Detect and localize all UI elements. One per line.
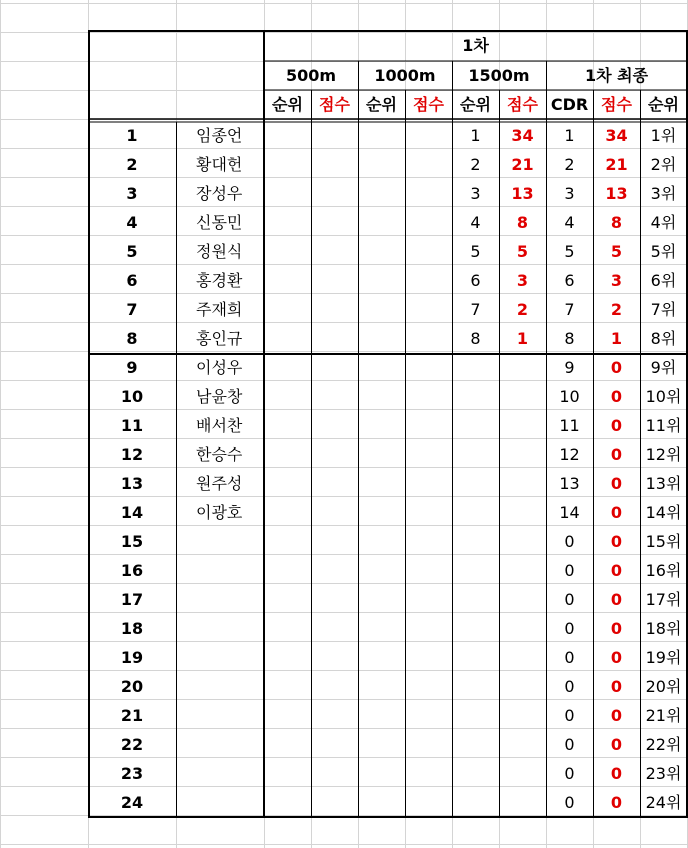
cdr-value[interactable]: 13 <box>559 473 580 493</box>
score-1500m[interactable]: 1 <box>516 328 529 348</box>
final-score[interactable]: 8 <box>610 212 623 232</box>
cdr-value[interactable]: 8 <box>564 328 575 348</box>
score-1500m[interactable]: 2 <box>516 299 529 319</box>
rank-number[interactable]: 22 <box>120 734 144 754</box>
rank-number[interactable]: 15 <box>120 531 144 551</box>
final-score[interactable]: 2 <box>610 299 623 319</box>
subheader-rank-1500m[interactable]: 순위 <box>460 94 491 114</box>
score-1500m[interactable] <box>499 353 546 382</box>
score-1500m[interactable] <box>499 411 546 440</box>
rank-number[interactable]: 6 <box>126 270 138 290</box>
rank-1500m[interactable] <box>452 788 499 817</box>
final-rank[interactable]: 19위 <box>645 647 682 667</box>
cdr-value[interactable]: 0 <box>564 618 575 638</box>
final-rank[interactable]: 8위 <box>650 328 677 348</box>
skater-name[interactable] <box>176 527 264 556</box>
final-score[interactable]: 0 <box>610 676 623 696</box>
cdr-value[interactable]: 0 <box>564 676 575 696</box>
cdr-value[interactable]: 0 <box>564 647 575 667</box>
final-score[interactable]: 0 <box>610 647 623 667</box>
skater-name[interactable]: 남윤창 <box>196 386 243 406</box>
skater-name[interactable] <box>176 730 264 759</box>
final-score[interactable]: 0 <box>610 589 623 609</box>
subheader-score-500m[interactable]: 점수 <box>319 94 350 114</box>
rank-number[interactable]: 13 <box>120 473 144 493</box>
cdr-value[interactable]: 11 <box>559 415 580 435</box>
score-1500m[interactable]: 13 <box>511 183 534 203</box>
rank-number[interactable]: 5 <box>126 241 138 261</box>
score-1500m[interactable]: 5 <box>516 241 529 261</box>
final-rank[interactable]: 14위 <box>645 502 682 522</box>
final-rank[interactable]: 10위 <box>645 386 682 406</box>
cdr-value[interactable]: 6 <box>564 270 575 290</box>
cdr-value[interactable]: 0 <box>564 763 575 783</box>
skater-name[interactable] <box>176 643 264 672</box>
score-1500m[interactable] <box>499 382 546 411</box>
rank-number[interactable]: 1 <box>126 125 138 145</box>
final-rank[interactable]: 16위 <box>645 560 682 580</box>
rank-number[interactable]: 7 <box>126 299 138 319</box>
skater-name[interactable]: 황대헌 <box>196 154 243 174</box>
rank-1500m[interactable]: 7 <box>470 299 481 319</box>
skater-name[interactable]: 주재희 <box>196 299 243 319</box>
skater-name[interactable] <box>176 701 264 730</box>
rank-1500m[interactable] <box>452 643 499 672</box>
skater-name[interactable] <box>176 556 264 585</box>
score-1500m[interactable]: 8 <box>516 212 529 232</box>
rank-number[interactable]: 17 <box>120 589 144 609</box>
rank-number[interactable]: 11 <box>120 415 144 435</box>
cdr-value[interactable]: 0 <box>564 560 575 580</box>
score-1500m[interactable]: 3 <box>516 270 529 290</box>
final-score[interactable]: 0 <box>610 618 623 638</box>
cdr-value[interactable]: 2 <box>564 154 575 174</box>
rank-1500m[interactable] <box>452 440 499 469</box>
final-score[interactable]: 0 <box>610 734 623 754</box>
skater-name[interactable] <box>176 614 264 643</box>
event-final[interactable]: 1차 최종 <box>584 65 649 85</box>
final-rank[interactable]: 4위 <box>650 212 677 232</box>
rank-1500m[interactable] <box>452 730 499 759</box>
subheader-score-1000m[interactable]: 점수 <box>413 94 444 114</box>
rank-1500m[interactable] <box>452 498 499 527</box>
rank-1500m[interactable]: 2 <box>470 154 481 174</box>
final-rank[interactable]: 13위 <box>645 473 682 493</box>
rank-number[interactable]: 14 <box>120 502 144 522</box>
final-rank[interactable]: 20위 <box>645 676 682 696</box>
skater-name[interactable] <box>176 788 264 817</box>
subheader-rank-final[interactable]: 순위 <box>648 94 679 114</box>
final-score[interactable]: 0 <box>610 473 623 493</box>
score-1500m[interactable] <box>499 527 546 556</box>
final-score[interactable]: 5 <box>610 241 623 261</box>
final-rank[interactable]: 23위 <box>645 763 682 783</box>
cdr-value[interactable]: 9 <box>564 357 575 377</box>
score-1500m[interactable] <box>499 788 546 817</box>
skater-name[interactable]: 한승수 <box>196 444 243 464</box>
rank-1500m[interactable]: 8 <box>470 328 481 348</box>
final-score[interactable]: 0 <box>610 502 623 522</box>
rank-number[interactable]: 10 <box>120 386 144 406</box>
final-score[interactable]: 0 <box>610 763 623 783</box>
cdr-value[interactable]: 12 <box>559 444 580 464</box>
rank-1500m[interactable] <box>452 585 499 614</box>
cdr-value[interactable]: 0 <box>564 734 575 754</box>
skater-name[interactable]: 이광호 <box>196 502 243 522</box>
final-rank[interactable]: 12위 <box>645 444 682 464</box>
final-score[interactable]: 0 <box>610 705 623 725</box>
final-rank[interactable]: 3위 <box>650 183 677 203</box>
final-score[interactable]: 0 <box>610 415 623 435</box>
rank-1500m[interactable]: 3 <box>470 183 481 203</box>
skater-name[interactable] <box>176 759 264 788</box>
score-1500m[interactable] <box>499 614 546 643</box>
rank-1500m[interactable]: 4 <box>470 212 481 232</box>
skater-name[interactable] <box>176 672 264 701</box>
skater-name[interactable]: 홍인규 <box>196 328 243 348</box>
final-rank[interactable]: 11위 <box>645 415 682 435</box>
rank-number[interactable]: 8 <box>126 328 138 348</box>
score-1500m[interactable] <box>499 440 546 469</box>
skater-name[interactable] <box>176 585 264 614</box>
rank-1500m[interactable] <box>452 382 499 411</box>
skater-name[interactable]: 임종언 <box>196 125 243 145</box>
final-rank[interactable]: 6위 <box>650 270 677 290</box>
rank-1500m[interactable]: 1 <box>470 125 481 145</box>
rank-number[interactable]: 18 <box>120 618 144 638</box>
rank-number[interactable]: 23 <box>120 763 144 783</box>
final-score[interactable]: 13 <box>605 183 628 203</box>
score-1500m[interactable] <box>499 672 546 701</box>
final-score[interactable]: 0 <box>610 444 623 464</box>
rank-number[interactable]: 12 <box>120 444 144 464</box>
rank-1500m[interactable] <box>452 469 499 498</box>
rank-1500m[interactable] <box>452 672 499 701</box>
cdr-value[interactable]: 14 <box>559 502 580 522</box>
cdr-value[interactable]: 10 <box>559 386 580 406</box>
subheader-cdr[interactable]: CDR <box>550 94 589 114</box>
final-score[interactable]: 0 <box>610 792 623 812</box>
score-1500m[interactable] <box>499 469 546 498</box>
final-rank[interactable]: 1위 <box>650 125 677 145</box>
final-rank[interactable]: 2위 <box>650 154 677 174</box>
final-rank[interactable]: 9위 <box>650 357 677 377</box>
final-score[interactable]: 1 <box>610 328 623 348</box>
rank-number[interactable]: 20 <box>120 676 144 696</box>
rank-1500m[interactable] <box>452 614 499 643</box>
skater-name[interactable]: 이성우 <box>196 357 243 377</box>
skater-name[interactable]: 신동민 <box>196 212 243 232</box>
rank-1500m[interactable]: 5 <box>470 241 481 261</box>
skater-name[interactable]: 배서찬 <box>196 415 243 435</box>
score-1500m[interactable] <box>499 585 546 614</box>
cdr-value[interactable]: 0 <box>564 792 575 812</box>
final-rank[interactable]: 21위 <box>645 705 682 725</box>
cdr-value[interactable]: 0 <box>564 531 575 551</box>
cdr-value[interactable]: 1 <box>564 125 575 145</box>
final-rank[interactable]: 18위 <box>645 618 682 638</box>
skater-name[interactable]: 장성우 <box>196 183 243 203</box>
final-score[interactable]: 0 <box>610 531 623 551</box>
cdr-value[interactable]: 0 <box>564 589 575 609</box>
score-1500m[interactable] <box>499 498 546 527</box>
skater-name[interactable]: 원주성 <box>196 473 243 493</box>
rank-number[interactable]: 21 <box>120 705 144 725</box>
event-1500m[interactable]: 1500m <box>468 65 530 85</box>
final-score[interactable]: 3 <box>610 270 623 290</box>
score-1500m[interactable] <box>499 730 546 759</box>
final-rank[interactable]: 5위 <box>650 241 677 261</box>
cdr-value[interactable]: 4 <box>564 212 575 232</box>
subheader-rank-500m[interactable]: 순위 <box>272 94 303 114</box>
skater-name[interactable]: 홍경환 <box>196 270 243 290</box>
cdr-value[interactable]: 5 <box>564 241 575 261</box>
round-title[interactable]: 1차 <box>462 36 489 55</box>
final-rank[interactable]: 22위 <box>645 734 682 754</box>
rank-1500m[interactable]: 6 <box>470 270 481 290</box>
score-1500m[interactable] <box>499 556 546 585</box>
rank-number[interactable]: 4 <box>126 212 138 232</box>
rank-1500m[interactable] <box>452 556 499 585</box>
score-1500m[interactable] <box>499 701 546 730</box>
subheader-score-1500m[interactable]: 점수 <box>507 94 538 114</box>
score-1500m[interactable]: 34 <box>511 125 534 145</box>
rank-1500m[interactable] <box>452 353 499 382</box>
rank-number[interactable]: 24 <box>120 792 144 812</box>
rank-1500m[interactable] <box>452 527 499 556</box>
cdr-value[interactable]: 0 <box>564 705 575 725</box>
event-1000m[interactable]: 1000m <box>374 65 436 85</box>
score-1500m[interactable] <box>499 759 546 788</box>
final-score[interactable]: 0 <box>610 357 623 377</box>
event-500m[interactable]: 500m <box>285 65 337 85</box>
rank-number[interactable]: 9 <box>126 357 138 377</box>
final-rank[interactable]: 15위 <box>645 531 682 551</box>
cdr-value[interactable]: 7 <box>564 299 575 319</box>
score-1500m[interactable]: 21 <box>511 154 534 174</box>
rank-1500m[interactable] <box>452 701 499 730</box>
rank-number[interactable]: 19 <box>120 647 144 667</box>
final-score[interactable]: 0 <box>610 560 623 580</box>
rank-1500m[interactable] <box>452 411 499 440</box>
rank-number[interactable]: 16 <box>120 560 144 580</box>
final-score[interactable]: 34 <box>605 125 628 145</box>
rank-number[interactable]: 2 <box>126 154 138 174</box>
subheader-score-final[interactable]: 점수 <box>601 94 632 114</box>
cdr-value[interactable]: 3 <box>564 183 575 203</box>
final-rank[interactable]: 17위 <box>645 589 682 609</box>
subheader-rank-1000m[interactable]: 순위 <box>366 94 397 114</box>
score-1500m[interactable] <box>499 643 546 672</box>
final-score[interactable]: 0 <box>610 386 623 406</box>
rank-1500m[interactable] <box>452 759 499 788</box>
skater-name[interactable]: 정원식 <box>196 241 243 261</box>
final-score[interactable]: 21 <box>605 154 628 174</box>
rank-number[interactable]: 3 <box>126 183 138 203</box>
final-rank[interactable]: 24위 <box>645 792 682 812</box>
final-rank[interactable]: 7위 <box>650 299 677 319</box>
